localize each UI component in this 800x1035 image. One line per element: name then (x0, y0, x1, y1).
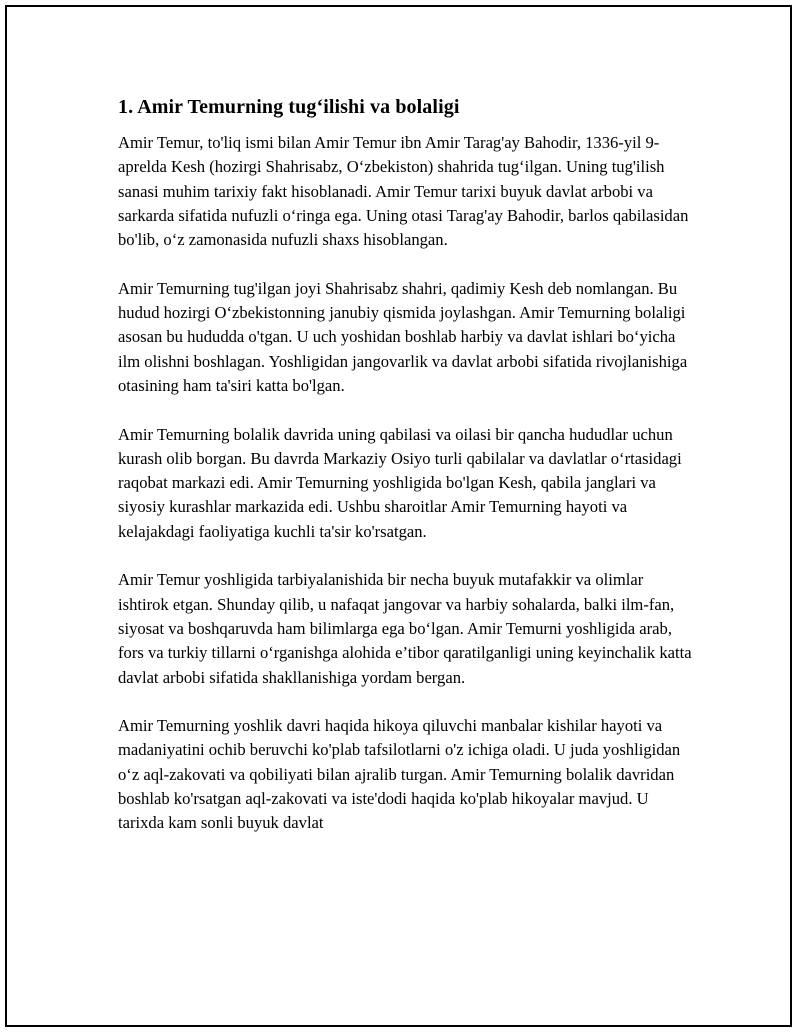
section-heading: 1. Amir Temurning tug‘ilishi va bolaligi (118, 96, 460, 118)
document-body (118, 95, 698, 860)
paragraph-4: Amir Temur yoshligida tarbiyalanishida bir necha buyuk mutafakkir va olimlar ishtirok etgan. Shunday qilib, u nafaqat jangovar va harbiy sohalarda, balki ilm-fan, siyosat va boshqaruvda ham bilimlarga ega bo‘lgan. Amir Temurni yoshligida arab, fors va turkiy tillarni o‘rganishga alohida e’tibor qaratilganligi uning keyinchalik katta davlat arbobi sifatida shakllanishiga yordam bergan. (118, 570, 692, 687)
paragraph-1: Amir Temur, to'liq ismi bilan Amir Temur ibn Amir Tarag'ay Bahodir, 1336-yil 9-aprelda Kesh (hozirgi Shahrisabz, O‘zbekiston) shahrida tug‘ilgan. Uning tug'ilish sanasi muhim tarixiy fakt hisoblanadi. Amir Temur tarixi buyuk davlat arbobi va sarkarda sifatida nufuzli o‘ringa ega. Uning otasi Tarag'ay Bahodir, barlos qabilasidan bo'lib, o‘z zamonasida nufuzli shaxs hisoblangan. (118, 133, 689, 250)
paragraph-5: Amir Temurning yoshlik davri haqida hikoya qiluvchi manbalar kishilar hayoti va madaniyatini ochib beruvchi ko'plab tafsilotlarni o'z ichiga oladi. U juda yoshligidan o‘z aql-zakovati va qobiliyati bilan ajralib turgan. Amir Temurning bolalik davridan boshlab ko'rsatgan aql-zakovati va iste'dodi haqida ko'plab hikoyalar mavjud. U tarixda kam sonli buyuk davlat (118, 716, 681, 833)
paragraph-3: Amir Temurning bolalik davrida uning qabilasi va oilasi bir qancha hududlar uchun kurash olib borgan. Bu davrda Markaziy Osiyo turli qabilalar va davlatlar o‘rtasidagi raqobat markazi edi. Amir Temurning yoshligida bo'lgan Kesh, qabila janglari va siyosiy kurashlar markazida edi. Ushbu sharoitlar Amir Temurning hayoti va kelajakdagi faoliyatiga kuchli ta'sir ko'rsatgan. (118, 424, 682, 541)
paragraph-2: Amir Temurning tug'ilgan joyi Shahrisabz shahri, qadimiy Kesh deb nomlangan. Bu hudud hozirgi O‘zbekistonning janubiy qismida joylashgan. Amir Temurning bolaligi asosan bu hududda o'tgan. U uch yoshidan boshlab harbiy va davlat ishlari bo‘yicha ilm olishni boshlagan. Yoshligidan jangovarlik va davlat arbobi sifatida rivojlanishiga otasining ham ta'siri katta bo'lgan. (118, 278, 688, 395)
